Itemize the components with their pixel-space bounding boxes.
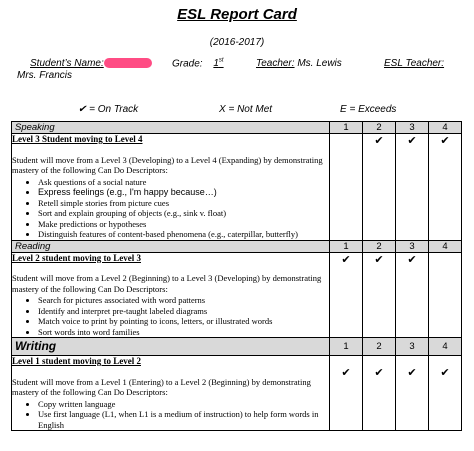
check-mark: ✔ bbox=[330, 356, 363, 431]
section-header-writing bbox=[12, 338, 462, 356]
legend-exceeds: E = Exceeds bbox=[340, 104, 397, 115]
level-header: 4 bbox=[429, 240, 462, 252]
section-intro: Student will move from a Level 3 (Developing) to a Level 4 (Expanding) by demonstrating mastery of the following Can Do Descriptors: bbox=[12, 154, 323, 175]
section-body-speaking bbox=[12, 134, 462, 241]
student-name-field bbox=[30, 58, 104, 69]
level-header: 2 bbox=[363, 122, 396, 134]
check-mark: ✔ bbox=[429, 356, 462, 431]
level-header: 1 bbox=[330, 338, 363, 356]
check-mark: ✔ bbox=[396, 356, 429, 431]
section-intro: Student will move from a Level 1 (Entering) to a Level 2 (Beginning) by demonstrating mastery of the following Can Do Descriptors: bbox=[12, 376, 311, 397]
esl-teacher-field bbox=[384, 58, 444, 69]
level-header: 1 bbox=[330, 240, 363, 252]
report-title: ESL Report Card bbox=[177, 6, 297, 23]
grade-field bbox=[172, 58, 224, 69]
section-name: Writing bbox=[12, 338, 330, 356]
level-header: 2 bbox=[363, 338, 396, 356]
section-name: Reading bbox=[12, 240, 330, 252]
grade-value: 1st bbox=[213, 58, 224, 70]
section-header-speaking bbox=[12, 122, 462, 134]
check-mark: ✔ bbox=[363, 252, 396, 338]
check-mark: ✔ bbox=[429, 134, 462, 241]
legend-not-met: X = Not Met bbox=[219, 104, 273, 115]
section-subheading: Level 1 student moving to Level 2 bbox=[12, 356, 141, 366]
level-mark-cell bbox=[429, 252, 462, 338]
section-subheading: Level 2 student moving to Level 3 bbox=[12, 252, 141, 263]
list-item: • Copy written language bbox=[38, 399, 329, 410]
grade-label: Grade: bbox=[172, 58, 203, 70]
descriptor-list bbox=[12, 295, 329, 337]
teacher-value: Ms. Lewis bbox=[297, 58, 342, 69]
legend-on-track: ✔ = On Track bbox=[78, 104, 139, 115]
list-item: • Retell simple stories from picture cues bbox=[38, 198, 329, 209]
section-body-writing bbox=[12, 356, 462, 431]
level-header: 2 bbox=[363, 240, 396, 252]
list-item: • Make predictions or hypotheses bbox=[38, 219, 329, 230]
section-subheading: Level 3 Student moving to Level 4 bbox=[12, 134, 143, 144]
check-mark: ✔ bbox=[396, 134, 429, 241]
level-header: 3 bbox=[396, 240, 429, 252]
section-intro: Student will move from a Level 2 (Beginning) to a Level 3 (Developing) by demonstrating mastery of the following Can Do Descriptors: bbox=[12, 273, 322, 294]
check-mark: ✔ bbox=[330, 252, 363, 338]
descriptor-list bbox=[12, 399, 329, 431]
section-header-reading bbox=[12, 240, 462, 252]
list-item: • Distinguish features of content-based phenomena (e.g., caterpillar, butterfly) bbox=[38, 229, 329, 240]
redaction-mark bbox=[104, 58, 152, 68]
section-description bbox=[12, 356, 330, 431]
section-description bbox=[12, 134, 330, 241]
list-item: • Express feelings (e.g., I'm happy because…) bbox=[38, 187, 329, 198]
level-header: 4 bbox=[429, 338, 462, 356]
check-mark: ✔ bbox=[363, 356, 396, 431]
esl-teacher-value: Mrs. Francis bbox=[17, 70, 72, 81]
level-header: 4 bbox=[429, 122, 462, 134]
list-item: • Identify and interpret pre-taught labeled diagrams bbox=[38, 306, 329, 317]
list-item: • Search for pictures associated with word patterns bbox=[38, 295, 329, 306]
descriptor-list bbox=[12, 177, 329, 240]
level-header: 3 bbox=[396, 338, 429, 356]
esl-teacher-label: ESL Teacher: bbox=[384, 58, 445, 69]
section-description bbox=[12, 252, 330, 338]
section-body-reading bbox=[12, 252, 462, 338]
level-header: 1 bbox=[330, 122, 363, 134]
level-mark-cell bbox=[330, 134, 363, 241]
list-item: • Sort and explain grouping of objects (e.g., sink v. float) bbox=[38, 208, 329, 219]
level-header: 3 bbox=[396, 122, 429, 134]
teacher-field bbox=[256, 58, 342, 69]
check-mark: ✔ bbox=[363, 134, 396, 241]
teacher-label: Teacher: bbox=[256, 58, 295, 69]
list-item: • Sort words into word families bbox=[38, 327, 329, 338]
list-item: • Ask questions of a social nature bbox=[38, 177, 329, 188]
check-mark: ✔ bbox=[396, 252, 429, 338]
report-card-table bbox=[11, 121, 462, 431]
list-item: • Match voice to print by pointing to icons, letters, or illustrated words bbox=[38, 316, 329, 327]
student-name-label: Student’s Name: bbox=[30, 58, 104, 69]
list-item: • Use first language (L1, when L1 is a medium of instruction) to help form words in English bbox=[38, 409, 329, 430]
school-year: (2016-2017) bbox=[209, 37, 265, 48]
section-name: Speaking bbox=[12, 122, 330, 134]
